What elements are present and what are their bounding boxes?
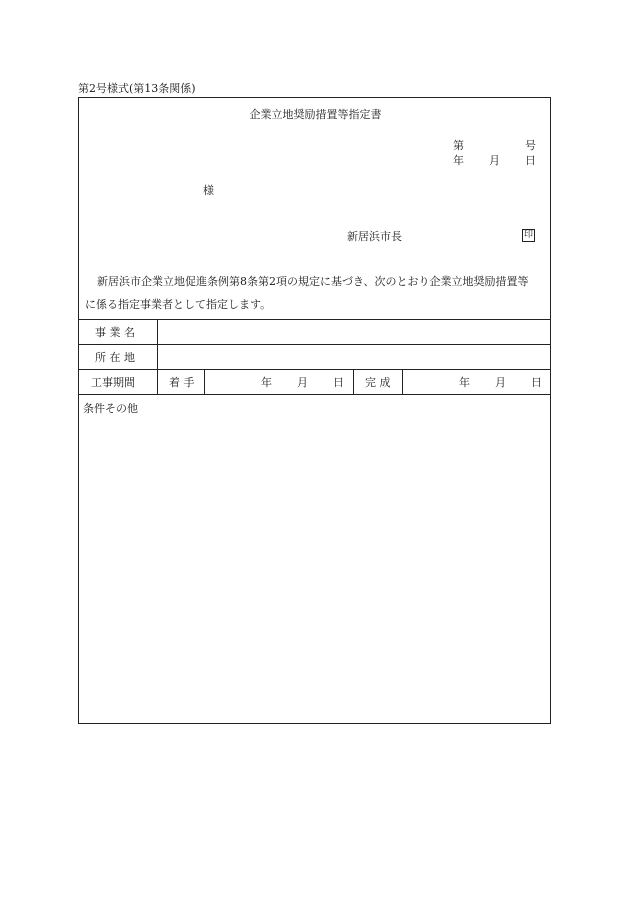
table-rule-3 [79,394,550,395]
location-label: 所 在 地 [95,351,135,364]
table-top-rule [79,319,550,320]
end-label-divider-left [353,369,354,394]
date-day-label: 日 [525,154,536,167]
project-name-field[interactable] [159,321,549,343]
end-month-label: 月 [495,376,506,389]
table-rule-1 [79,344,550,345]
number-suffix: 号 [525,139,536,152]
start-label-divider [204,369,205,394]
end-label-divider-right [402,369,403,394]
date-month-label: 月 [489,154,500,167]
addressee-honorific: 様 [203,184,214,197]
label-column-divider [157,319,158,394]
conditions-label: 条件その他 [83,402,138,415]
number-prefix: 第 [453,139,464,152]
issuer-name: 新居浜市長 [347,230,402,243]
project-name-label: 事 業 名 [95,326,135,339]
seal-mark: 印 [523,230,533,240]
location-field[interactable] [159,346,549,368]
start-day-label: 日 [333,376,344,389]
end-year-label: 年 [459,376,470,389]
start-label: 着 手 [169,376,195,389]
body-text-line2: に係る指定事業者として指定します。 [85,298,272,311]
date-year-label: 年 [453,154,464,167]
table-rule-2 [79,369,550,370]
form-number-label: 第2号様式(第13条関係) [78,82,196,95]
start-year-label: 年 [261,376,272,389]
document-title: 企業立地奨励措置等指定書 [249,108,382,121]
end-day-label: 日 [531,376,542,389]
end-label: 完 成 [365,376,391,389]
body-text-line1: 新居浜市企業立地促進条例第8条第2項の規定に基づき、次のとおり企業立地奨励措置等 [97,275,529,288]
start-month-label: 月 [297,376,308,389]
designation-certificate-form [78,97,551,724]
conditions-field[interactable] [81,418,547,718]
construction-period-label: 工事期間 [91,376,135,389]
